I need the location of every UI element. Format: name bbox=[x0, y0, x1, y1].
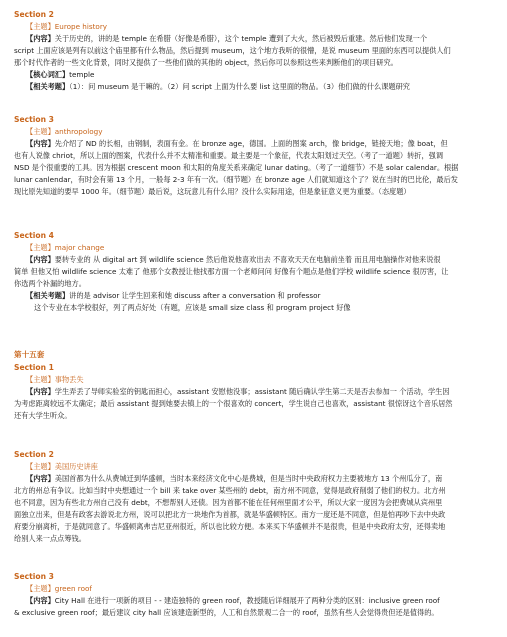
content-line bbox=[0, 485, 507, 497]
content-text: 给别人来一点点筹钱。 bbox=[14, 534, 86, 543]
content-line bbox=[0, 410, 507, 422]
content-text: 简单 但他又怕 wildlife science 太难了 他那个女教授让他找那方面一个老师问问 好像有个题点是他们学校 wildlife science 很厉害，让 bbox=[14, 267, 449, 276]
set-title: 第十五套 bbox=[14, 350, 45, 359]
section-title: Section 1 bbox=[14, 363, 54, 372]
content-text: 美国首都为什么从费城迁到华盛顿，当时本来经济文化中心是费城，但是当时中央政府权力主要被地方 13 个州瓜分了，南 bbox=[54, 474, 443, 483]
content-line bbox=[0, 33, 507, 45]
section-block bbox=[0, 229, 507, 314]
topic-line: 【主题】Europe history bbox=[26, 22, 108, 31]
content-line bbox=[0, 509, 507, 521]
content-line bbox=[0, 521, 507, 533]
content-text: 府要分崩离析，于是就同意了。华盛顿离弗吉尼亚州很近，所以也比较方便。本来买下华盛顿并不是很贵，但是中央政府太穷，还得卖地 bbox=[14, 522, 446, 531]
content-line bbox=[0, 45, 507, 57]
extra-line bbox=[0, 302, 507, 314]
content-text: 那个时代作者的一些文化背景，同时又提供了一些他们做的其他的 object，然后你可以参照这些来判断他们的项目研究。 bbox=[14, 58, 398, 67]
content-line bbox=[0, 174, 507, 186]
extra-label: 【相关考题】 bbox=[26, 291, 70, 300]
topic-line: 【主题】事物丢失 bbox=[26, 375, 84, 384]
content-line bbox=[0, 533, 507, 545]
extra-line bbox=[0, 81, 507, 93]
content-text: 也不同意，因为有些北方州自己没有 debt，不想帮别人还债。因为首都不能在任何州里面才公平，所以大家一度因为会把费城从宾州里 bbox=[14, 498, 443, 507]
section-block bbox=[0, 448, 507, 545]
content-text: 学生弄丢了导师实验室的钥匙而担心，assistant 安慰他没事；assistant 随后确认学生第二天是否去参加一 个活动，学生因 bbox=[54, 387, 450, 396]
extra-line bbox=[0, 69, 507, 81]
extra-line bbox=[0, 290, 507, 302]
topic-line: 【主题】美国历史讲座 bbox=[26, 462, 98, 471]
content-text: lunar canlendar，有时会有第 13 个月，一般每 2-3 年有一次。（细节题）在 bronze age 人们就知道这个了？说在当时的巴比伦，最后发 bbox=[14, 175, 458, 184]
topic-line: 【主题】major change bbox=[26, 243, 105, 252]
content-line bbox=[0, 386, 507, 398]
topic-line: 【主题】green roof bbox=[26, 584, 92, 593]
section-block bbox=[0, 113, 507, 198]
content-label: 【内容】 bbox=[26, 474, 55, 483]
extra-text: temple bbox=[69, 70, 95, 79]
content-line bbox=[0, 162, 507, 174]
content-line bbox=[0, 138, 507, 150]
section-block bbox=[0, 8, 507, 93]
content-label: 【内容】 bbox=[26, 387, 55, 396]
content-line bbox=[0, 57, 507, 69]
content-text: 也有人说像 chriot，所以上面的图案，代表什么并不太精准和重要。最主要是一个象征，代表太阳划过天空。（考了一道题）转折，强调 bbox=[14, 151, 444, 160]
content-line bbox=[0, 607, 507, 619]
content-text: script 上面应该是列有以前这个庙里都有什么物品，然后提到 museum，这个地方我听的很懵，是说 museum 里面的东西可以提供人们 bbox=[14, 46, 451, 55]
content-text: 关于历史的，讲的是 temple 在希腊（好像是希腊），这个 temple 遭到了大火，然后被毁后重建。然后他们发现一个 bbox=[54, 34, 428, 43]
content-label: 【内容】 bbox=[26, 34, 55, 43]
section-block bbox=[0, 570, 507, 619]
section-title: Section 3 bbox=[14, 115, 54, 124]
section-block bbox=[0, 348, 507, 422]
extra-text: 这个专业在本学校很好，列了两点好处（有题，应该是 small size class 和 program project 好像 bbox=[34, 303, 351, 312]
content-text: & exclusive green roof；最后建议 city hall 应该建造新型的，人工和自然景观二合一的 roof，虽然有些人会觉得贵但还是值得的。 bbox=[14, 608, 439, 617]
extra-label: 【相关考题】 bbox=[26, 82, 70, 91]
content-text: City Hall 在进行一项新的项目 - - 建造独特的 green roof，教授随后详细展开了两种分类的区别：inclusive green roof bbox=[54, 596, 440, 605]
content-line bbox=[0, 186, 507, 198]
content-line bbox=[0, 595, 507, 607]
section-title: Section 3 bbox=[14, 572, 54, 581]
extra-text: 讲的是 advisor 让学生回来和她 discuss after a conversation 和 professor bbox=[69, 291, 321, 300]
section-title: Section 2 bbox=[14, 450, 54, 459]
content-line bbox=[0, 473, 507, 485]
content-text: 面独立出来，但是有政客去游说北方州，说可以把北方一块地作为首都，就是华盛顿特区。南方一度还是不同意，但是怕再吵下去中央政 bbox=[14, 510, 446, 519]
content-line bbox=[0, 266, 507, 278]
content-text: 为考虑距离较远不太确定；最后 assistant 提到她要去镇上的一个很喜欢的 concert，学生说自己也喜欢，assistant 很惊讶这个音乐居然 bbox=[14, 399, 453, 408]
section-title: Section 4 bbox=[14, 231, 54, 240]
extra-label: 【核心词汇】 bbox=[26, 70, 70, 79]
section-title: Section 2 bbox=[14, 10, 54, 19]
content-line bbox=[0, 150, 507, 162]
content-label: 【内容】 bbox=[26, 255, 55, 264]
content-line bbox=[0, 398, 507, 410]
content-line bbox=[0, 254, 507, 266]
content-label: 【内容】 bbox=[26, 139, 55, 148]
content-label: 【内容】 bbox=[26, 596, 55, 605]
content-line bbox=[0, 497, 507, 509]
content-text: 还有大学生听众。 bbox=[14, 411, 72, 420]
content-line bbox=[0, 278, 507, 290]
topic-line: 【主题】anthropology bbox=[26, 127, 103, 136]
extra-text: （1）：问 museum 是干嘛的。（2）问 script 上面为什么要 list 这里面的物品。（3）他们做的什么课题研究 bbox=[69, 82, 410, 91]
content-text: 北方的州总有争议。比如当时中央想通过一个 bill 来 take over 某些州的 debt，南方州不同意，觉得是政府削弱了他们的权力。北方州 bbox=[14, 486, 446, 495]
content-text: 先介绍了 ND 的长相，由钢制，表面有金。在 bronze age，德国。上面的图案 arch，像 bridge，链接天地；像 boat，但 bbox=[54, 139, 448, 148]
content-text: 要转专业的 从 digital art 到 wildlife science 然后他说他喜欢出去 不喜欢天天在电脑前坐着 而且用电脑操作对他来说很 bbox=[54, 255, 441, 264]
content-text: 现比原先知道的要早 1000 年。（细节题）最后说，这玩意儿有什么用？没什么实际用途，但是象征意义更为重要。（态度题） bbox=[14, 187, 411, 196]
content-text: NSD 是个很重要的工具。因为根据 crescent moon 和太阳的角度关系来确定 lunar dating。（考了一道细节）不是 solar calendar。根据 bbox=[14, 163, 459, 172]
content-text: 你选两个补漏的地方。 bbox=[14, 279, 86, 288]
